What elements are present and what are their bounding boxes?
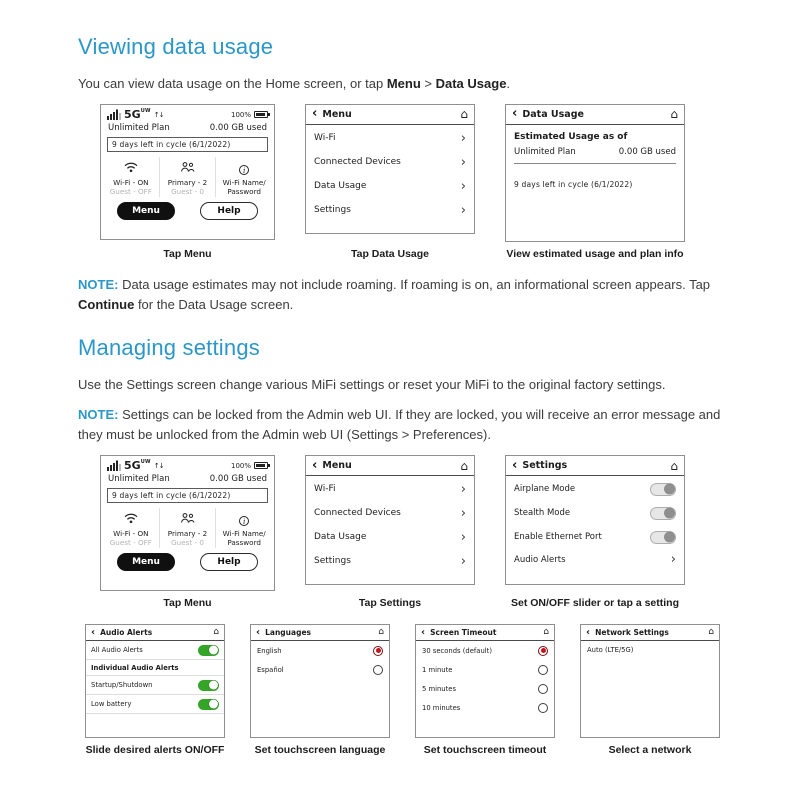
home-icon: ⌂ [460,107,468,122]
figure-screen-timeout-screen [415,624,555,738]
toggle-knob [664,508,675,519]
back-icon: ‹ [312,106,318,122]
home-icon: ⌂ [708,627,714,638]
menu-list [306,125,474,223]
option-label: Español [257,665,284,674]
connected-devices-icon [180,512,195,524]
intro-data-usage-bold: Data Usage [435,76,507,91]
menu-item-settings [306,198,474,222]
screen-header [506,456,684,476]
figure-caption: Tap Settings [358,597,422,610]
network-type-label [124,460,151,471]
intro-text: You can view data usage on the Home screen, or tap [78,76,387,91]
menu-button: Menu [117,202,175,220]
chevron-right-icon: › [460,505,466,521]
intro-menu-bold: Menu [386,76,421,91]
settings-item-ethernet-port [506,525,684,549]
wifi-name-label: Wi-Fi Name/ [222,178,266,188]
back-icon: ‹ [421,626,426,638]
arrow-up-icon: ↑ [153,461,159,470]
menu-item-data-usage [306,174,474,198]
wifi-status-label: Wi-Fi - ON [113,178,149,188]
audio-alert-section-header [86,660,224,676]
radio-unselected [538,665,548,675]
screen-title: Audio Alerts [100,628,153,638]
figure-audio-alerts-screen [85,624,225,738]
data-activity-icon [154,111,164,119]
note-text: Data usage estimates may not include roaming. If roaming is on, an informational screen appears. Tap [118,276,711,292]
info-icon: i [239,165,249,175]
radio-selected [538,646,548,656]
chevron-right-icon: › [670,552,676,568]
figure-caption: Tap Menu [163,597,212,610]
home-icon: ⌂ [543,627,549,638]
setting-label: Enable Ethernet Port [514,532,602,543]
data-usage-note [78,275,722,315]
caption-row-data-usage [100,248,722,261]
chevron-right-icon: › [460,130,466,146]
password-label: Password [227,538,261,548]
figure-languages-screen [250,624,390,738]
alert-label: Startup/Shutdown [91,681,153,690]
carrier-uw-sub: UW [140,108,151,115]
home-icon: ⌂ [670,107,678,122]
figure-settings-screen [505,455,685,585]
cycle-info-box: 9 days left in cycle (6/1/2022) [107,137,268,152]
radio-unselected [373,665,383,675]
home-buttons [101,198,274,227]
figure-caption: Tap Data Usage [351,248,429,261]
option-label: 5 minutes [422,684,456,693]
estimated-usage-heading: Estimated Usage as of [514,132,628,143]
battery-percent: 100% [230,461,251,470]
toggle-knob [209,700,218,709]
figure-caption: Set ON/OFF slider or tap a setting [510,597,680,610]
viewing-intro-paragraph [78,74,722,94]
toggle-on [198,645,219,656]
battery-percent: 100% [230,110,251,119]
screen-header [86,625,224,641]
toggle-on [198,699,219,710]
data-activity-icon [154,462,164,470]
screen-header [251,625,389,641]
toggle-off [650,531,676,544]
figure-caption: Tap Menu [163,248,212,261]
menu-button: Menu [117,553,175,571]
plan-usage-row [101,121,274,136]
timeout-option-5min [416,679,554,698]
figure-home-screen [100,104,275,240]
figure-menu-screen [305,104,475,234]
wifi-status-tile [103,508,159,548]
menu-item-label: Connected Devices [314,157,401,168]
menu-item-settings [306,549,474,573]
toggle-knob [209,646,218,655]
menu-item-label: Connected Devices [314,508,401,519]
chevron-right-icon: › [460,529,466,545]
primary-devices-label: Primary - 2 [167,529,208,539]
battery-icon [254,111,268,118]
carrier-5g: 5G [124,108,141,122]
arrow-up-icon: ↑ [153,110,159,119]
setting-label: Airplane Mode [514,484,576,495]
screen-title: Languages [265,628,311,638]
battery-icon [254,462,268,469]
info-icon: i [239,516,249,526]
chevron-right-icon: › [460,178,466,194]
figure-row-settings [100,455,722,591]
home-icon: ⌂ [213,627,219,638]
section-title-viewing-data-usage: Viewing data usage [78,34,274,59]
menu-item-label: Wi-Fi [314,484,336,495]
toggle-off [650,483,676,496]
timeout-option-1min [416,660,554,679]
option-label: English [257,646,282,655]
password-label: Password [227,187,261,197]
back-icon: ‹ [512,457,518,473]
help-button: Help [200,202,258,220]
network-mode-value: Auto (LTE/5G) [587,646,634,655]
connected-devices-tile [159,508,216,548]
plan-name: Unlimited Plan [108,474,170,485]
arrow-down-icon: ↓ [158,461,164,470]
back-icon: ‹ [586,626,591,638]
plan-usage-row [101,472,274,487]
guest-wifi-status-label: Guest - OFF [109,187,152,197]
plan-name: Unlimited Plan [108,123,170,134]
radio-unselected [538,684,548,694]
screen-title: Settings [522,460,568,472]
option-label: 10 minutes [422,703,461,712]
settings-list [506,476,684,571]
screen-title: Data Usage [522,109,584,121]
home-icon: ⌂ [460,458,468,473]
wifi-icon [124,161,138,173]
note-label: NOTE: [78,276,119,292]
intro-sep: > [420,76,436,91]
screen-title: Menu [322,109,352,121]
back-icon: ‹ [91,626,96,638]
home-tiles [101,155,274,198]
timeout-option-30s [416,641,554,660]
chevron-right-icon: › [460,481,466,497]
audio-alert-low-battery [86,695,224,714]
signal-strength-icon [107,460,121,471]
screen-header [506,105,684,125]
plan-usage: 0.00 GB used [209,474,267,485]
intro-period: . [506,76,511,91]
screen-header [306,105,474,125]
guest-devices-label: Guest - 0 [171,187,204,197]
figure-data-usage-screen [505,104,685,242]
primary-devices-label: Primary - 2 [167,178,208,188]
toggle-on [198,680,219,691]
back-icon: ‹ [256,626,261,638]
figure-home-screen [100,455,275,591]
home-tiles [101,506,274,549]
menu-item-connected-devices [306,501,474,525]
cycle-info: 9 days left in cycle (6/1/2022) [514,180,633,190]
chevron-right-icon: › [460,154,466,170]
settings-item-audio-alerts [506,549,684,570]
menu-item-label: Settings [314,556,351,567]
chevron-right-icon: › [460,202,466,218]
carrier-5g: 5G [124,459,141,473]
menu-item-label: Wi-Fi [314,133,336,144]
wifi-icon [124,512,138,524]
note-continue-bold: Continue [78,296,135,312]
plan-usage: 0.00 GB used [209,123,267,134]
section-label: Individual Audio Alerts [91,663,179,672]
settings-note [78,405,722,445]
toggle-knob [664,532,675,543]
screen-header [581,625,719,641]
menu-item-connected-devices [306,150,474,174]
wifi-status-label: Wi-Fi - ON [113,529,149,539]
settings-item-stealth-mode [506,501,684,525]
network-type-label [124,109,151,120]
alert-label: Low battery [91,700,132,709]
option-label: 30 seconds (default) [422,646,492,655]
toggle-knob [209,681,218,690]
figure-caption: Set touchscreen timeout [423,744,547,757]
toggle-knob [664,484,675,495]
caption-row-settings [100,597,722,610]
wifi-name-label: Wi-Fi Name/ [222,529,266,539]
plan-usage-row [514,147,676,164]
figure-caption: Set touchscreen language [254,744,386,757]
connected-devices-icon [180,161,195,173]
battery-fill [256,464,265,467]
signal-strength-icon [107,109,121,120]
back-icon: ‹ [312,457,318,473]
cycle-info-box: 9 days left in cycle (6/1/2022) [107,488,268,503]
menu-item-wifi [306,126,474,150]
note-label: NOTE: [78,407,119,423]
setting-label: Audio Alerts [514,554,566,565]
note-text: Settings can be locked from the Admin web UI. If they are locked, you will receive an error message and they must be unlocked from the Admin web UI (Settings > Preferences). [78,407,721,443]
radio-selected [373,646,383,656]
menu-list [306,476,474,574]
audio-alert-startup [86,676,224,695]
figure-row-settings-detail [85,624,722,738]
screen-title: Screen Timeout [430,628,497,638]
wifi-name-password-tile [215,508,272,548]
screen-title: Menu [322,460,352,472]
menu-item-wifi [306,477,474,501]
home-icon: ⌂ [670,458,678,473]
option-label: 1 minute [422,665,453,674]
status-bar [101,456,274,472]
arrow-down-icon: ↓ [158,110,164,119]
plan-name: Unlimited Plan [514,147,576,158]
figure-network-settings-screen [580,624,720,738]
timeout-option-10min [416,698,554,717]
caption-row-settings-detail [85,744,722,757]
guest-devices-label: Guest - 0 [171,538,204,548]
radio-unselected [538,703,548,713]
figure-menu-screen [305,455,475,585]
help-button: Help [200,553,258,571]
status-bar [101,105,274,121]
audio-alert-all [86,641,224,660]
settings-item-airplane-mode [506,477,684,501]
figure-caption: Slide desired alerts ON/OFF [85,744,225,757]
data-usage-body [506,125,684,196]
guest-wifi-status-label: Guest - OFF [109,538,152,548]
menu-item-label: Data Usage [314,181,367,192]
plan-usage: 0.00 GB used [618,147,676,158]
menu-item-label: Data Usage [314,532,367,543]
figure-caption: View estimated usage and plan info [506,248,684,261]
menu-item-data-usage [306,525,474,549]
home-buttons [101,549,274,578]
language-option-espanol [251,660,389,679]
toggle-off [650,507,676,520]
connected-devices-tile [159,157,216,197]
chevron-right-icon: › [460,553,466,569]
figure-caption: Select a network [608,744,692,757]
home-icon: ⌂ [378,627,384,638]
screen-header [306,456,474,476]
screen-title: Network Settings [595,628,669,638]
figure-row-data-usage [100,104,722,242]
menu-item-label: Settings [314,205,351,216]
wifi-name-password-tile [215,157,272,197]
section-title-managing-settings: Managing settings [78,335,260,361]
wifi-status-tile [103,157,159,197]
carrier-uw-sub: UW [140,459,151,466]
screen-header [416,625,554,641]
settings-intro-paragraph: Use the Settings screen change various MiFi settings or reset your MiFi to the original factory settings. [78,377,666,393]
language-option-english [251,641,389,660]
note-text: for the Data Usage screen. [134,296,294,312]
back-icon: ‹ [512,106,518,122]
setting-label: Stealth Mode [514,508,571,519]
alert-label: All Audio Alerts [91,646,143,655]
battery-fill [256,113,265,116]
